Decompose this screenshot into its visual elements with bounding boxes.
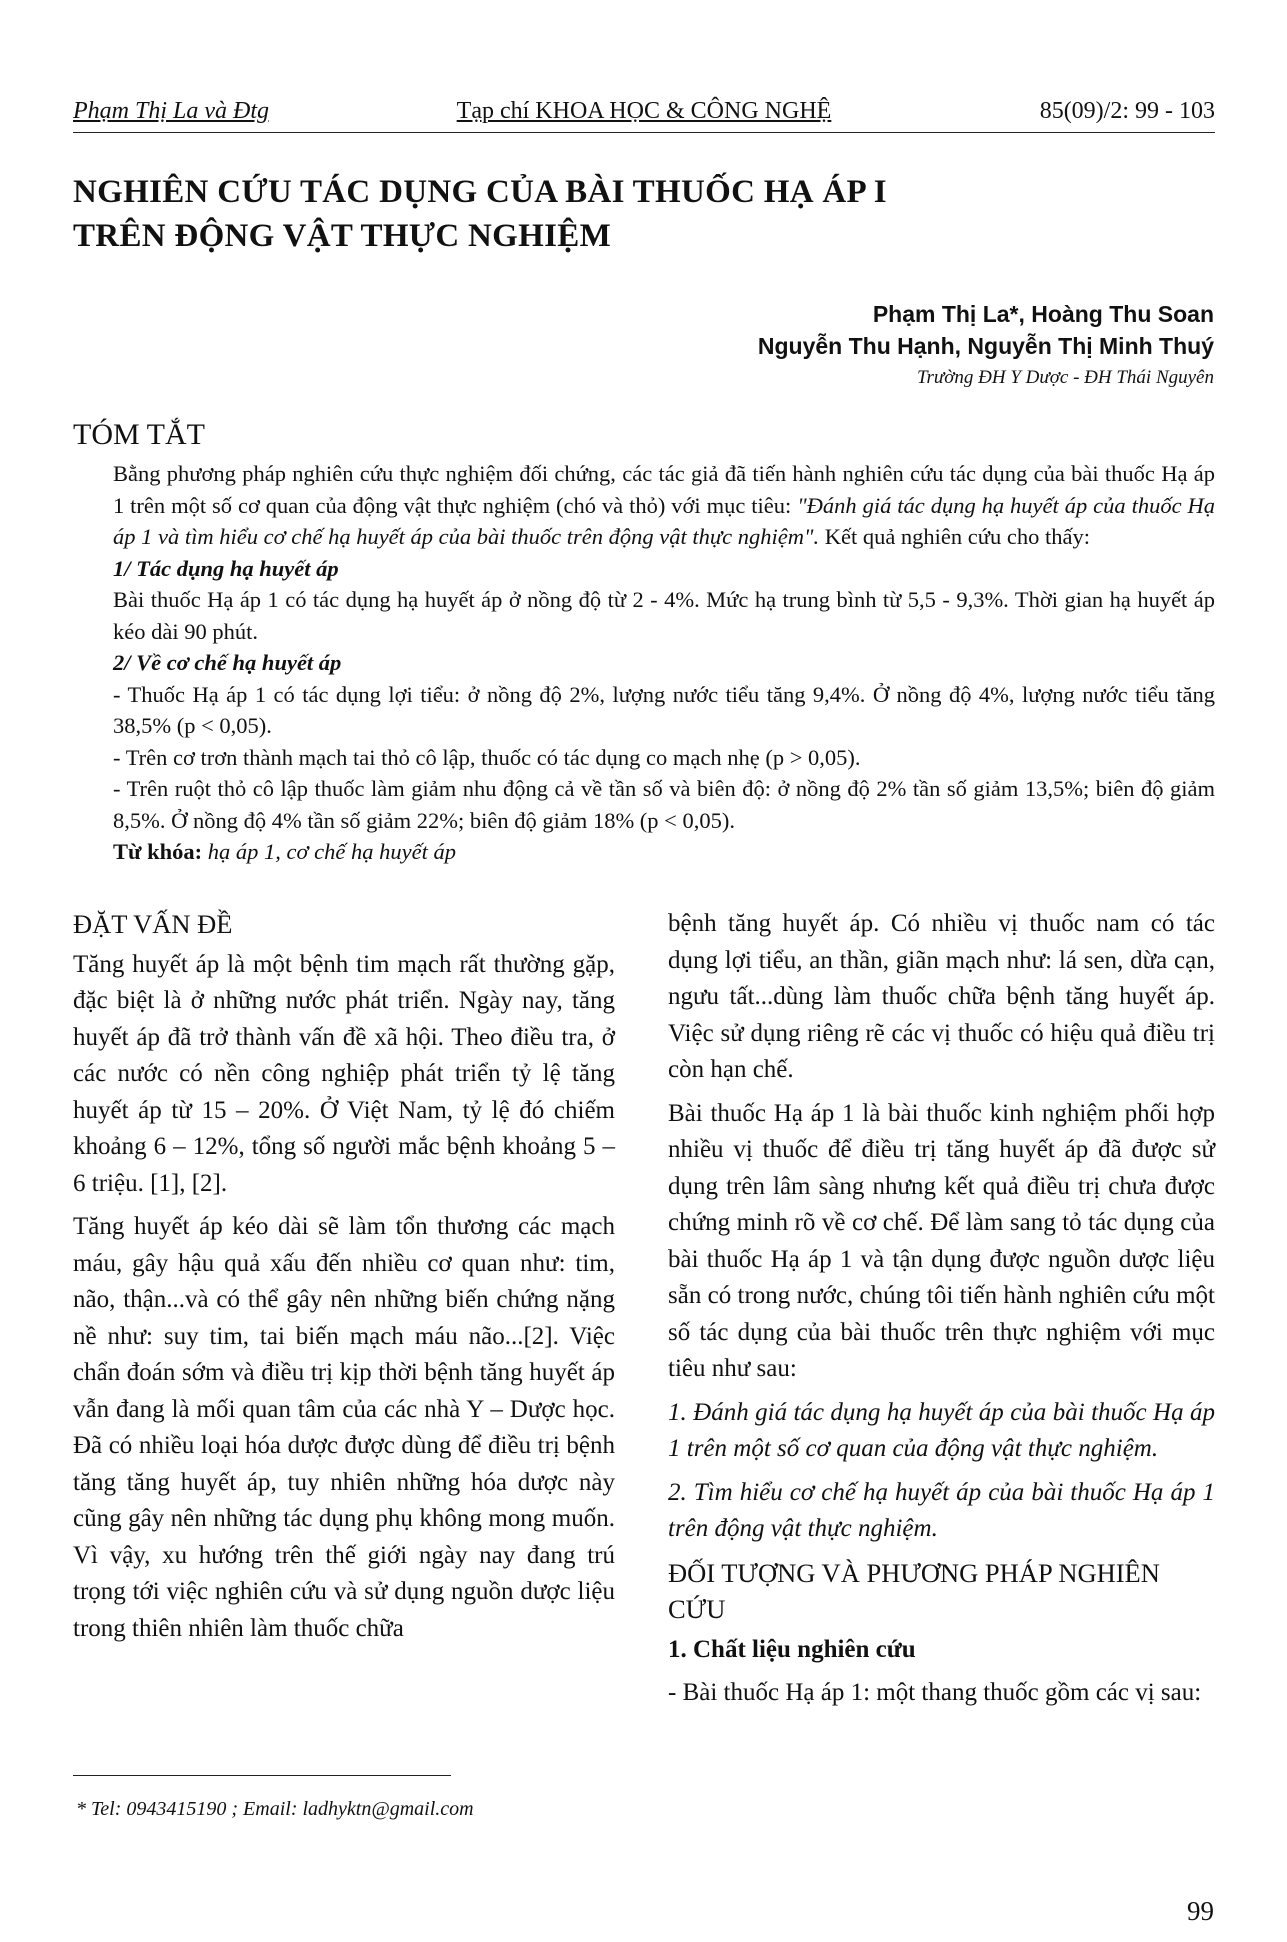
author-line-1: Phạm Thị La*, Hoàng Thu Soan <box>872 301 1214 327</box>
materials-paragraph: - Bài thuốc Hạ áp 1: một thang thuốc gồm các vị sau: <box>668 1679 1202 1706</box>
intro-paragraph-4: Bài thuốc Hạ áp 1 là bài thuốc kinh nghiệm phối hợp nhiều vị thuốc để điều trị tăng huyết áp đã được sử dụng trên lâm sàng nhưng kết quả điều trị chưa được chứng minh rõ về cơ chế. Để làm sang tỏ tác dụng của bài thuốc Hạ áp 1 và tận dụng được nguồn dược liệu sẵn có trong nước, chúng tôi tiến hành nghiên cứu một số tác dụng của bài thuốc trên thực nghiệm với mục tiêu như sau: <box>668 1099 1215 1382</box>
abstract-intro <box>113 458 1215 553</box>
keywords <box>113 836 1215 868</box>
paper-title <box>73 170 887 258</box>
header-authors: Phạm Thị La và Đtg <box>73 98 270 124</box>
header-issue: 85(09)/2: 99 - 103 <box>1039 98 1215 124</box>
abstract-intro-end: Kết quả nghiên cứu cho thấy: <box>819 524 1090 549</box>
objective-2: 2. Tìm hiểu cơ chế hạ huyết áp của bài thuốc Hạ áp 1 trên động vật thực nghiệm. <box>668 1478 1215 1542</box>
title-line-2: TRÊN ĐỘNG VẬT THỰC NGHIỆM <box>73 218 612 254</box>
right-column <box>668 906 1215 1719</box>
abstract-objective: "Đánh giá tác dụng hạ huyết áp của thuốc Hạ áp 1 và tìm hiểu cơ chế hạ huyết áp của bài thuốc trên động vật thực nghiệm". <box>113 492 1215 549</box>
abstract-subheading-1: 1/ Tác dụng hạ huyết áp <box>113 555 339 581</box>
footnote: * Tel: 0943415190 ; Email: ladhyktn@gmail.com <box>76 1798 474 1820</box>
keywords-text: hạ áp 1, cơ chế hạ huyết áp <box>202 839 456 864</box>
section-heading-intro: ĐẶT VẤN ĐỀ <box>73 909 233 939</box>
abstract-bullet-2: - Trên cơ trơn thành mạch tai thỏ cô lập, thuốc có tác dụng co mạch nhẹ (p > 0,05). <box>113 744 861 770</box>
affiliation: Trường ĐH Y Dược - ĐH Thái Nguyên <box>917 367 1214 388</box>
intro-paragraph-3: bệnh tăng huyết áp. Có nhiều vị thuốc nam có tác dụng lợi tiểu, an thần, giãn mạch như: lá sen, dừa cạn, ngưu tất...dùng làm thuốc chữa bệnh tăng huyết áp. Việc sử dụng riêng rẽ các vị thuốc có hiệu quả điều trị còn hạn chế. <box>668 910 1215 1083</box>
left-column <box>73 906 615 1654</box>
abstract-result-1: Bài thuốc Hạ áp 1 có tác dụng hạ huyết áp ở nồng độ từ 2 - 4%. Mức hạ trung bình từ 5,5 - 9,3%. Thời gian hạ huyết áp kéo dài 90 phút. <box>113 587 1215 644</box>
page-number: 99 <box>1187 1896 1214 1926</box>
intro-paragraph-1: Tăng huyết áp là một bệnh tim mạch rất thường gặp, đặc biệt là ở những nước phát triển. Ngày nay, tăng huyết áp đã trở thành vấn đề xã hội. Theo điều tra, ở các nước có nền công nghiệp phát triển tỷ lệ tăng huyết áp từ 15 – 20%. Ở Việt Nam, tỷ lệ đó chiếm khoảng 6 – 12%, tổng số người mắc bệnh khoảng 5 – 6 triệu. [1], [2]. <box>73 950 615 1197</box>
abstract-bullet-1: - Thuốc Hạ áp 1 có tác dụng lợi tiểu: ở nồng độ 2%, lượng nước tiểu tăng 9,4%. Ở nồng độ 4%, lượng nước tiểu tăng 38,5% (p < 0,05). <box>113 681 1215 738</box>
abstract-heading: TÓM TẮT <box>73 418 205 451</box>
objective-1: 1. Đánh giá tác dụng hạ huyết áp của bài thuốc Hạ áp 1 trên một số cơ quan của động vật thực nghiệm. <box>668 1398 1215 1462</box>
section-heading-methods: ĐỐI TƯỢNG VÀ PHƯƠNG PHÁP NGHIÊN CỨU <box>668 1557 1160 1624</box>
footnote-rule <box>73 1775 451 1776</box>
author-block <box>758 298 1214 394</box>
abstract-bullet-3: - Trên ruột thỏ cô lập thuốc làm giảm nhu động cả về tần số và biên độ: ở nồng độ 2% tần số giảm 13,5%; biên độ giảm 8,5%. Ở nồng độ 4% tần số giảm 22%; biên độ giảm 18% (p < 0,05). <box>113 776 1215 833</box>
header-journal: Tạp chí KHOA HỌC & CÔNG NGHỆ <box>456 98 832 124</box>
intro-paragraph-2: Tăng huyết áp kéo dài sẽ làm tổn thương các mạch máu, gây hậu quả xấu đến nhiều cơ quan như: tim, não, thận...và có thể gây nên những biến chứng nặng nề như: suy tim, tai biến mạch máu não...[2]. Việc chẩn đoán sớm và điều trị kịp thời bệnh tăng huyết áp vẫn đang là mối quan tâm của các nhà Y – Dược học. Đã có nhiều loại hóa dược được dùng để điều trị bệnh tăng tăng huyết áp, tuy nhiên những hóa dược này cũng gây nên những tác dụng phụ không mong muốn. Vì vậy, xu hướng trên thế giới ngày nay đang trú trọng tới việc nghiên cứu và sử dụng nguồn dược liệu trong thiên nhiên làm thuốc chữa <box>73 1213 615 1642</box>
abstract-body <box>113 458 1215 868</box>
keywords-label: Từ khóa: <box>113 839 203 864</box>
running-header <box>73 98 1215 133</box>
title-line-1: NGHIÊN CỨU TÁC DỤNG CỦA BÀI THUỐC HẠ ÁP I <box>73 174 887 210</box>
abstract-intro-text: Bằng phương pháp nghiên cứu thực nghiệm đối chứng, các tác giả đã tiến hành nghiên cứu tác dụng của bài thuốc Hạ áp 1 trên một số cơ quan của động vật thực nghiệm (chó và thỏ) với mục tiêu: <box>113 461 1215 518</box>
author-line-2: Nguyễn Thu Hạnh, Nguyễn Thị Minh Thuý <box>757 333 1214 359</box>
subsection-materials: 1. Chất liệu nghiên cứu <box>668 1635 916 1663</box>
abstract-subheading-2: 2/ Về cơ chế hạ huyết áp <box>113 650 342 675</box>
